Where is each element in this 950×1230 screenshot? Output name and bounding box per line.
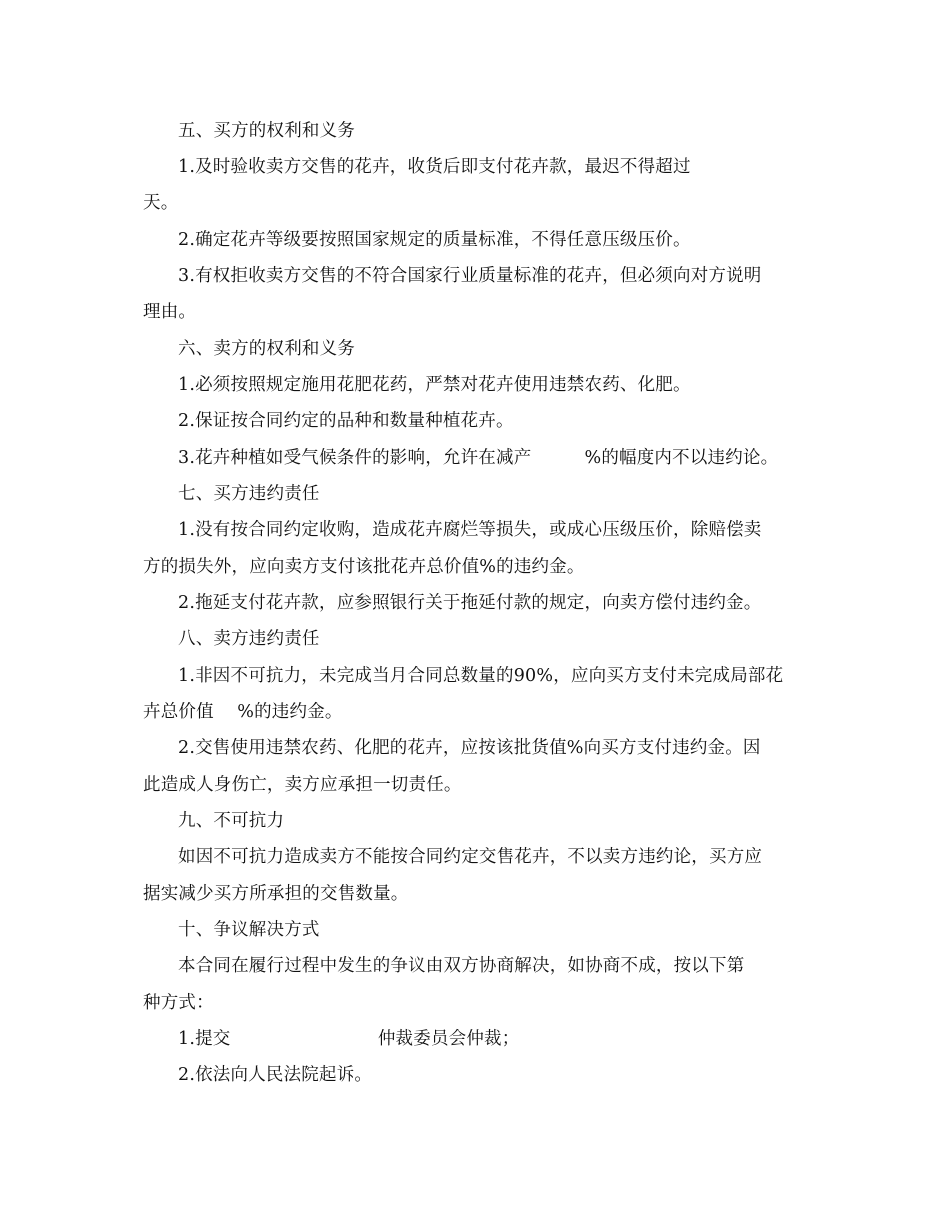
- paragraph-line: 天。: [143, 193, 179, 213]
- paragraph-line: 1.必须按照规定施用花肥花药，严禁对花卉使用违禁农药、化肥。: [178, 375, 691, 395]
- paragraph-line: 1.及时验收卖方交售的花卉，收货后即支付花卉款，最迟不得超过: [178, 157, 691, 177]
- section-heading: 十、争议解决方式: [178, 920, 320, 940]
- paragraph-line: 1.提交 仲裁委员会仲裁；: [178, 1029, 520, 1049]
- paragraph-line: 3.有权拒收卖方交售的不符合国家行业质量标准的花卉，但必须向对方说明: [178, 266, 762, 286]
- paragraph-line: 2.保证按合同约定的品种和数量种植花卉。: [178, 411, 514, 431]
- paragraph-line: 方的损失外，应向卖方支付该批花卉总价值%的违约金。: [143, 557, 585, 577]
- section-heading: 八、卖方违约责任: [178, 629, 320, 649]
- paragraph-line: 理由。: [143, 302, 197, 322]
- paragraph-line: 如因不可抗力造成卖方不能按合同约定交售花卉，不以卖方违约论，买方应: [178, 847, 763, 867]
- paragraph-line: 种方式：: [143, 993, 214, 1013]
- paragraph-line: 2.确定花卉等级要按照国家规定的质量标准，不得任意压级压价。: [178, 230, 691, 250]
- section-heading: 五、买方的权利和义务: [178, 121, 355, 141]
- section-heading: 九、不可抗力: [178, 811, 285, 831]
- paragraph-line: 1.没有按合同约定收购，造成花卉腐烂等损失，或成心压级压价，除赔偿卖: [178, 520, 762, 540]
- paragraph-line: 卉总价值 %的违约金。: [143, 702, 343, 722]
- paragraph-line: 据实减少买方所承担的交售数量。: [143, 884, 409, 904]
- paragraph-line: 1.非因不可抗力，未完成当月合同总数量的90%，应向买方支付未完成局部花: [178, 666, 784, 686]
- section-heading: 六、卖方的权利和义务: [178, 339, 355, 359]
- paragraph-line: 2.交售使用违禁农药、化肥的花卉，应按该批货值%向买方支付违约金。因: [178, 738, 761, 758]
- section-heading: 七、买方违约责任: [178, 484, 320, 504]
- paragraph-line: 2.拖延支付花卉款，应参照银行关于拖延付款的规定，向卖方偿付违约金。: [178, 593, 762, 613]
- paragraph-line: 此造成人身伤亡，卖方应承担一切责任。: [143, 775, 462, 795]
- paragraph-line: 2.依法向人民法院起诉。: [178, 1065, 373, 1085]
- paragraph-line: 本合同在履行过程中发生的争议由双方协商解决，如协商不成，按以下第: [178, 956, 745, 976]
- paragraph-line: 3.花卉种植如受气候条件的影响，允许在减产 %的幅度内不以违约论。: [178, 448, 779, 468]
